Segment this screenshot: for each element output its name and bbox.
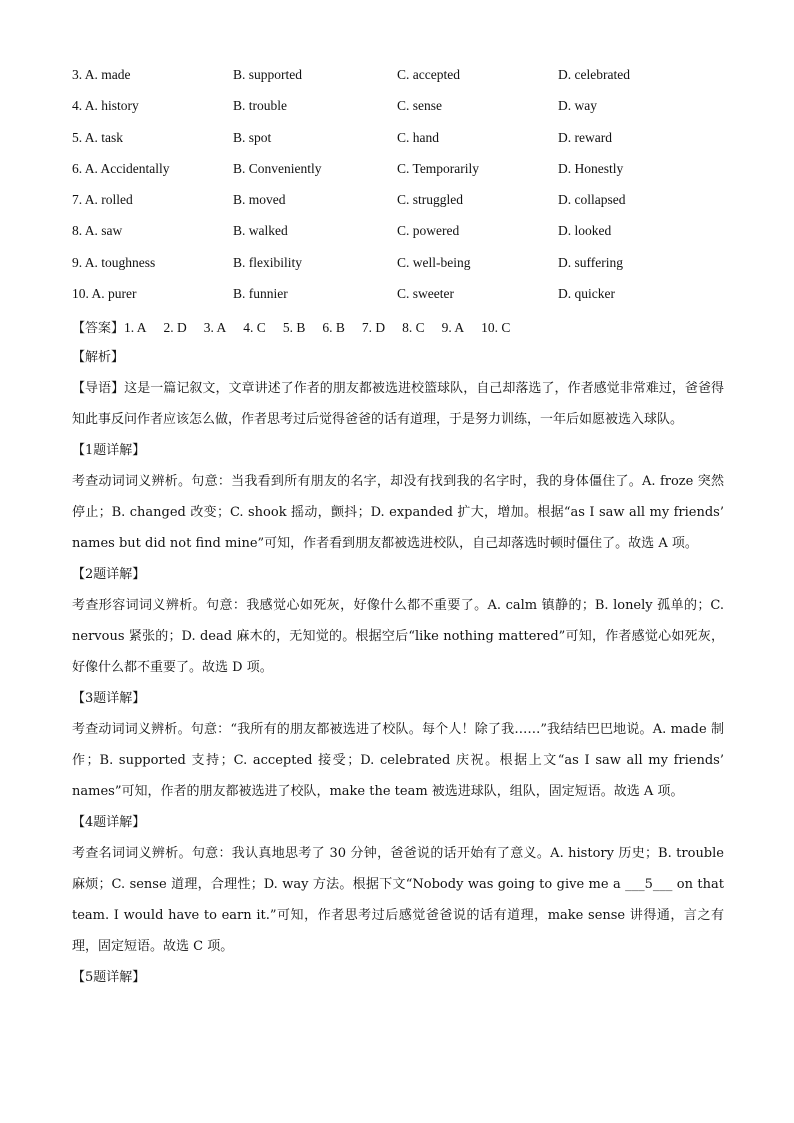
option-c: C. accepted — [397, 67, 460, 82]
option-b: B. flexibility — [233, 254, 302, 270]
option-d: D. collapsed — [558, 192, 626, 208]
option-row — [72, 223, 722, 254]
question-3-explanation: 考查动词词义辨析。句意：“我所有的朋友都被选进了校队。每个人！除了我……”我结结巴巴地说。A. made 制作；B. supported 支持；C. accepted 接受；D. celebrated 庆祝。根据上文“as I saw all my friends’ names”可知，作者的朋友都被选进了校队，make the team 被选进球队，组队，固定短语。故选 A 项。 — [72, 722, 724, 799]
option-d: D. Honestly — [558, 160, 624, 176]
option-d: D. suffering — [558, 254, 623, 270]
option-c: C. well-being — [397, 254, 471, 270]
answer-item: 1. A — [124, 320, 147, 335]
option-row — [72, 67, 722, 98]
question-3-heading: 【3题详解】 — [72, 691, 146, 706]
option-a: 4. A. history — [72, 98, 139, 114]
option-c: C. powered — [397, 223, 460, 239]
option-row — [72, 286, 722, 317]
question-1-explanation: 考查动词词义辨析。句意：当我看到所有朋友的名字，却没有找到我的名字时，我的身体僵住了。A. froze 突然停止；B. changed 改变；C. shook 摇动，颤抖；D. expanded 扩大，增加。根据“as I saw all my friends’ names but did not find mine”可知，作者看到朋友都被选进校队，自己却落选时顿时僵住了。故选 A 项。 — [72, 474, 724, 551]
option-a: 8. A. saw — [72, 223, 123, 239]
option-row — [72, 192, 722, 223]
question-4-explanation: 考查名词词义辨析。句意：我认真地思考了 30 分钟，爸爸说的话开始有了意义。A. history 历史；B. trouble 麻烦；C. sense 道理，合理性；D. way 方法。根据下文“Nobody was going to give me a ___5___ on that team. I would have to earn it.”可知，作者思考过后感觉爸爸说的话有道理，make sense 讲得通，言之有理，固定短语。故选 C 项。 — [72, 846, 724, 954]
intro-paragraph: 【导语】这是一篇记叙文，文章讲述了作者的朋友都被选进校篮球队，自己却落选了，作者感觉非常难过，爸爸得知此事反问作者应该怎么做，作者思考过后觉得爸爸的话有道理，于是努力训练，一年后如愿被选入球队。 — [72, 381, 724, 427]
answer-item: 4. C — [243, 320, 266, 335]
option-c: C. Temporarily — [397, 160, 480, 176]
option-d: D. quicker — [558, 286, 615, 302]
option-b: B. funnier — [233, 286, 288, 302]
option-a: 3. A. made — [72, 67, 131, 82]
option-c: C. sense — [397, 98, 442, 114]
question-5-heading: 【5题详解】 — [72, 970, 146, 985]
option-a: 5. A. task — [72, 129, 124, 145]
option-b: B. supported — [233, 67, 302, 82]
option-d: D. looked — [558, 223, 612, 239]
question-2-explanation: 考查形容词词义辨析。句意：我感觉心如死灰，好像什么都不重要了。A. calm 镇静的；B. lonely 孤单的；C. nervous 紧张的；D. dead 麻木的，无知觉的。根据空后“like nothing mattered”可知，作者感觉心如死灰，好像什么都不重要了。故选 D 项。 — [72, 598, 724, 675]
option-row — [72, 130, 722, 161]
answer-item: 7. D — [361, 320, 386, 335]
analysis-heading: 【解析】 — [72, 350, 125, 365]
option-c: C. hand — [397, 129, 439, 145]
answer-item: 2. D — [163, 320, 187, 335]
option-a: 7. A. rolled — [72, 192, 133, 208]
answer-item: 6. B — [322, 320, 345, 335]
option-row — [72, 98, 722, 129]
question-1-heading: 【1题详解】 — [72, 443, 146, 458]
option-b: B. spot — [233, 129, 272, 145]
option-c: C. struggled — [397, 192, 463, 208]
answer-key — [72, 317, 527, 336]
option-a: 6. A. Accidentally — [72, 160, 170, 176]
question-4-heading: 【4题详解】 — [72, 815, 146, 830]
option-a: 10. A. purer — [72, 286, 137, 302]
option-b: B. moved — [233, 192, 286, 208]
answer-item: 3. A — [203, 320, 227, 335]
option-b: B. Conveniently — [233, 160, 322, 176]
answer-item: 8. C — [402, 320, 425, 335]
option-d: D. celebrated — [558, 67, 630, 82]
option-b: B. walked — [233, 223, 288, 239]
option-row — [72, 255, 722, 286]
option-table — [72, 67, 722, 317]
option-row — [72, 161, 722, 192]
answer-label: 【答案】 — [72, 321, 125, 336]
answer-item: 10. C — [481, 320, 511, 335]
analysis-section — [72, 342, 724, 993]
answer-item: 5. B — [282, 320, 306, 335]
option-a: 9. A. toughness — [72, 254, 156, 270]
option-d: D. way — [558, 98, 597, 114]
option-c: C. sweeter — [397, 286, 454, 302]
option-d: D. reward — [558, 129, 612, 145]
answer-item: 9. A — [441, 320, 465, 335]
question-2-heading: 【2题详解】 — [72, 567, 146, 582]
option-b: B. trouble — [233, 98, 287, 114]
